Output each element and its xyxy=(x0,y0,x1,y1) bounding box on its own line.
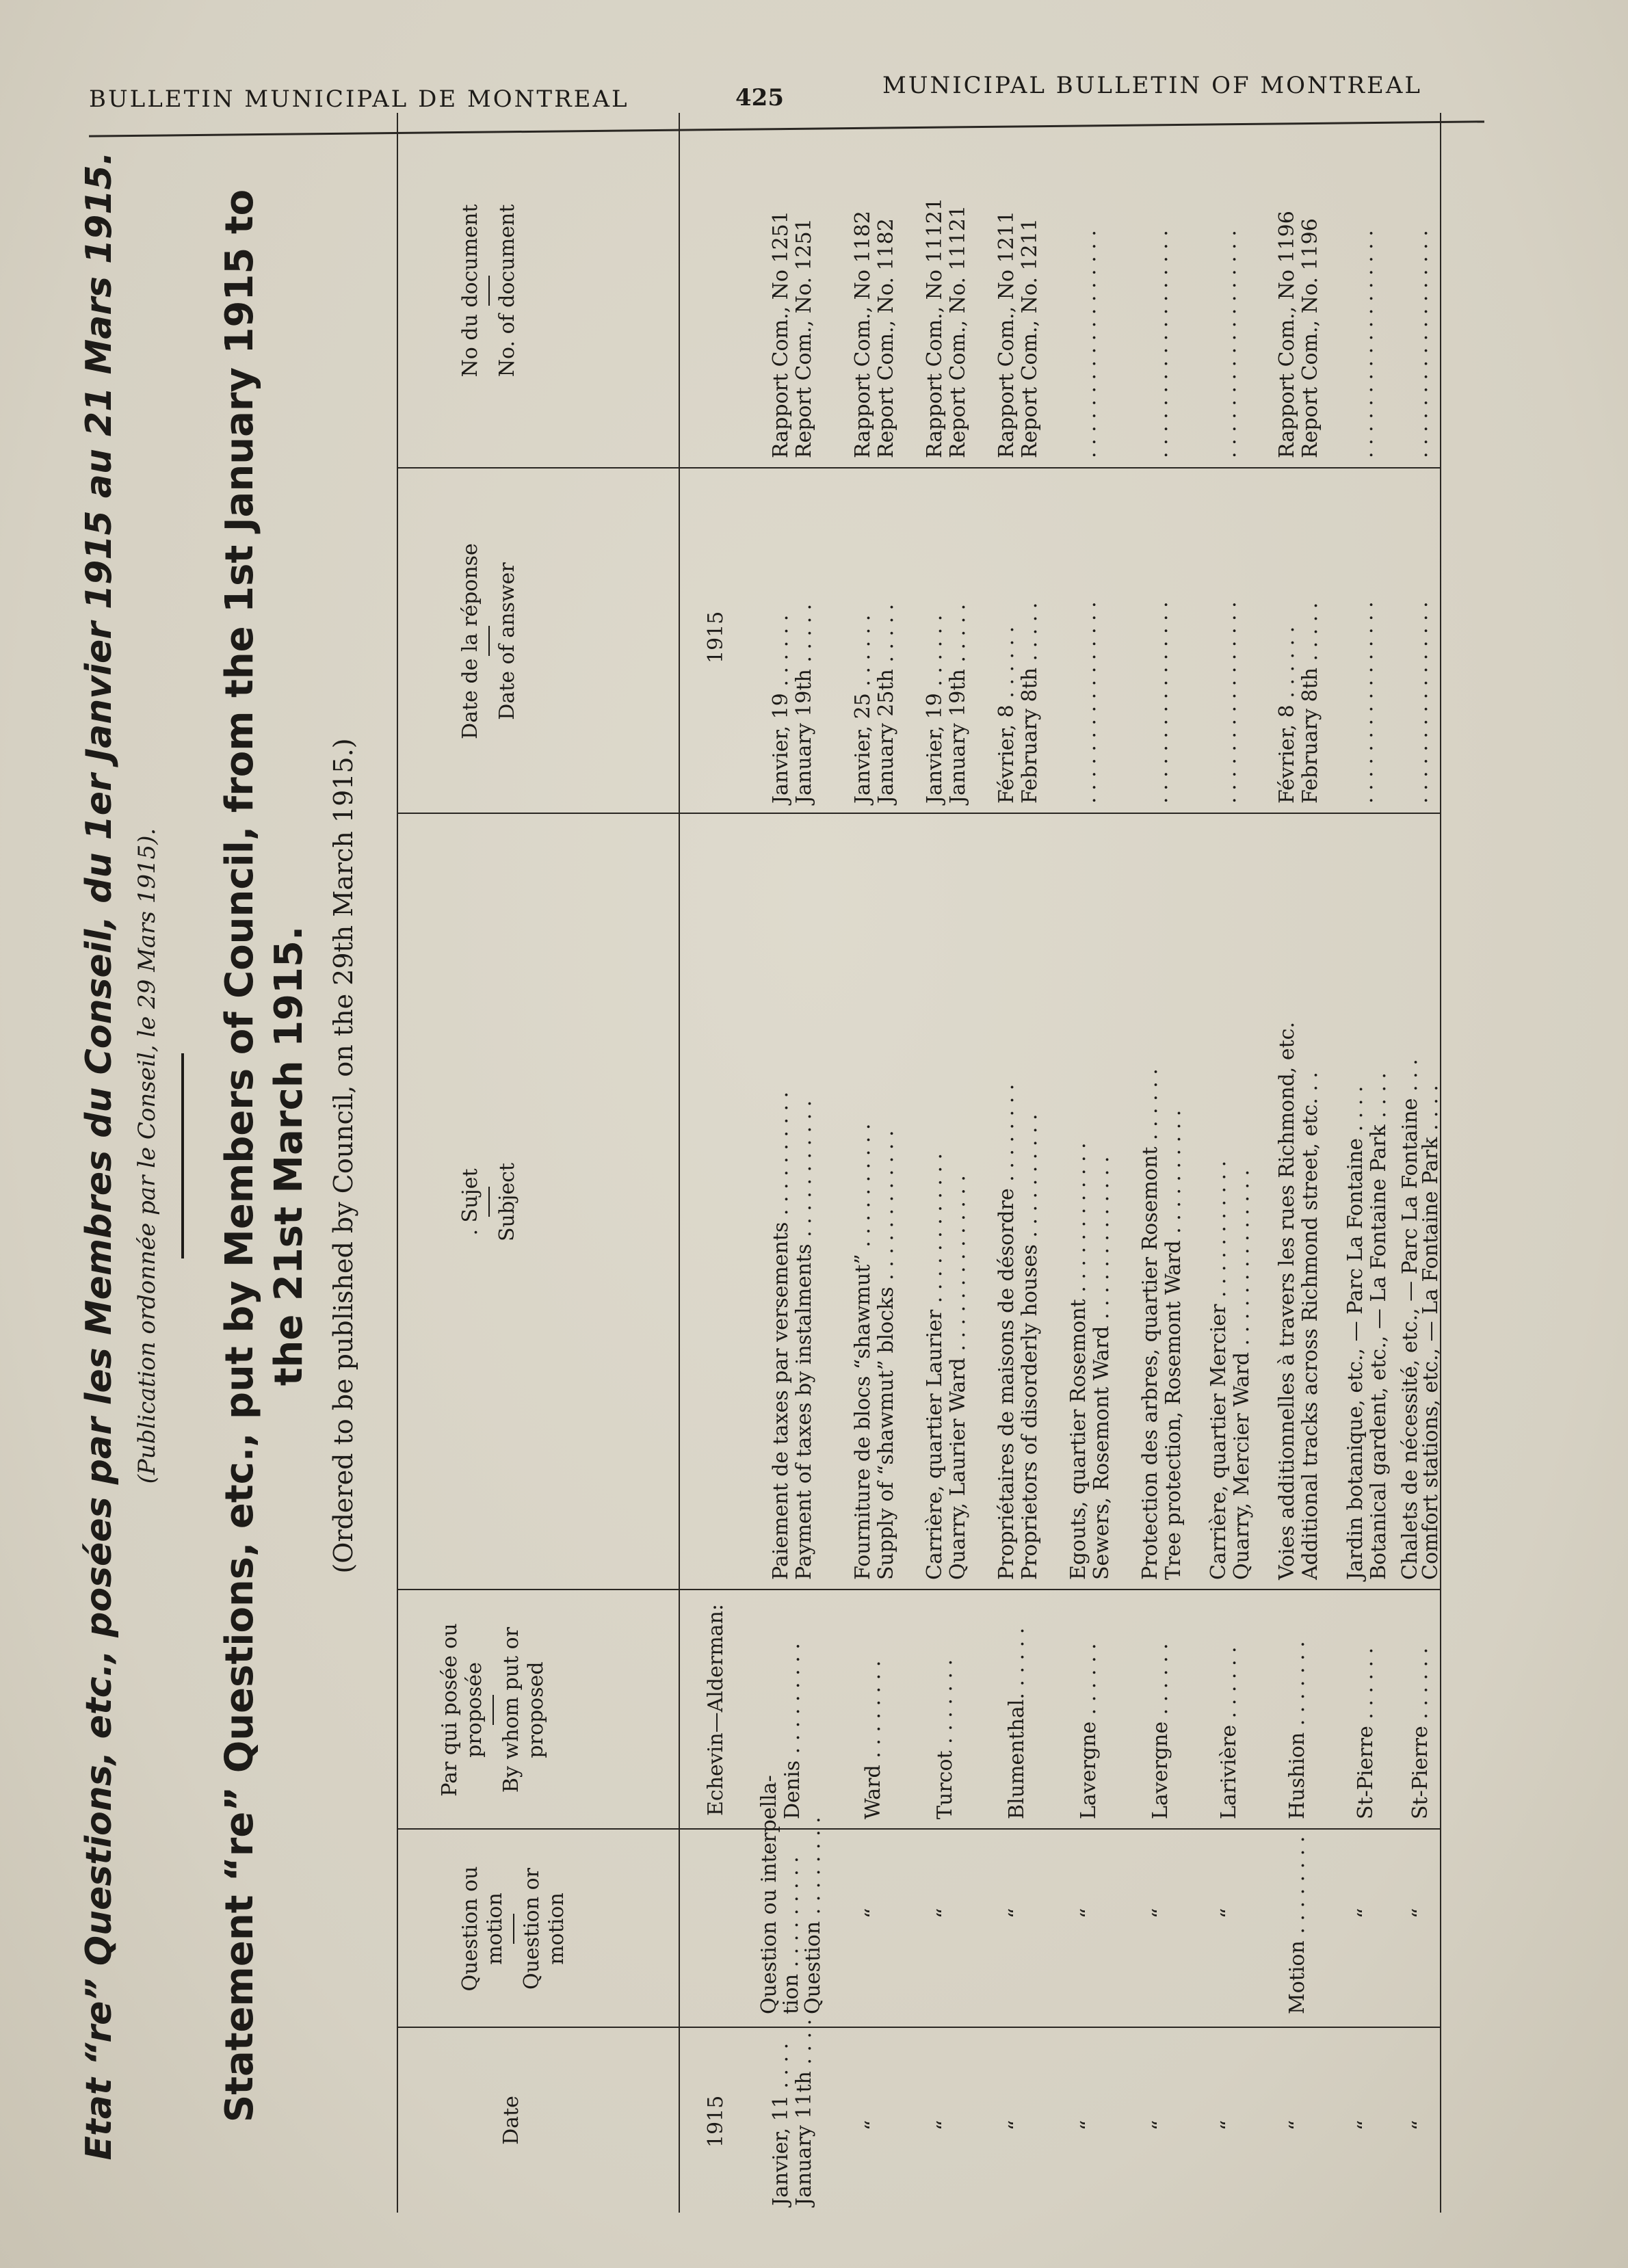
col-header-question xyxy=(458,1830,569,2028)
row-answer-en: February 8th . . . . . xyxy=(1298,602,1322,804)
header-dash xyxy=(493,1695,494,1725)
row-date-ditto: “ xyxy=(1285,2120,1309,2131)
row-answer-dots: . . . . . . . . . . . . . . . . xyxy=(1148,601,1172,804)
row-subject-fr: Voies additionnelles à travers les rues Richmond, etc. xyxy=(1275,1022,1299,1580)
row-date-ditto: “ xyxy=(1148,2120,1172,2131)
row-member: Ward . . . . . . . . xyxy=(861,1660,885,1819)
col-divider-3 xyxy=(397,1589,1440,1590)
row-member: Turcot . . . . . . . xyxy=(933,1659,957,1819)
row-date-ditto: “ xyxy=(1408,2120,1432,2131)
publication-note: (Publication ordonnée par le Conseil, le 29 Mars 1915). xyxy=(133,828,161,1484)
row-subject-fr: Carrière, quartier Mercier . . . . . . . . . . . xyxy=(1207,1160,1231,1580)
col-header-subject-en: Subject xyxy=(495,1163,519,1241)
row-member: St-Pierre . . . . . . xyxy=(1354,1647,1378,1819)
col-header-subject xyxy=(458,814,520,1590)
year-date: 1915 xyxy=(704,2095,728,2148)
title-english: Statement “re” Questions, etc., put by Members of Council, from the 1st January 1915 to the 21st March 1915. xyxy=(218,189,311,2123)
row-subject-fr: Fourniture de blocs “shawmut” . . . . . . . . . . xyxy=(851,1123,875,1580)
col-header-document xyxy=(458,113,520,469)
row-subject-fr: Carrière, quartier Laurier . . . . . . . . . . . . xyxy=(923,1152,947,1580)
row-document-dots: . . . . . . . . . . . . . . . . . . xyxy=(1217,230,1241,458)
row-subject-en: Quarry, Laurier Ward . . . . . . . . . . . . . . xyxy=(946,1175,970,1580)
col-header-document-fr: No du document xyxy=(458,204,482,378)
row-subject-en: Tree protection, Rosemont Ward . . . . . . . . . . xyxy=(1161,1109,1185,1580)
title-separator xyxy=(181,1053,184,1258)
row-member: Blumenthal. . . . . . xyxy=(1005,1627,1029,1819)
row-question-ditto: “ xyxy=(1077,1908,1101,1918)
row-answer-fr: Février, 8 . . . . . . xyxy=(1275,626,1299,804)
row-document-en: Report Com., No. 1211 xyxy=(1018,218,1042,458)
row-subject-fr: Jardin botanique, etc., — Parc La Fontaine . . . . xyxy=(1343,1085,1367,1580)
row-document-en: Report Com., No. 1182 xyxy=(874,218,898,458)
row-question-ditto: “ xyxy=(1408,1908,1432,1918)
row-member: Denis . . . . . . . . . xyxy=(780,1643,804,1819)
row-subject-en: Payment of taxes by instalments . . . . . . . . . . . xyxy=(792,1100,816,1580)
row-answer-dots: . . . . . . . . . . . . . . . . xyxy=(1408,601,1432,804)
row-document-fr: Rapport Com., No 1251 xyxy=(769,211,793,458)
row-question-ditto: “ xyxy=(1354,1908,1378,1918)
row-subject-en: Sewers, Rosemont Ward . . . . . . . . . . . . . xyxy=(1090,1156,1114,1580)
title-french: Etat “re” Questions, etc., posées par les Membres du Conseil, du 1er Janvier 1915 au 21 Mars 1915. xyxy=(79,151,120,2161)
col-header-answer xyxy=(458,469,520,814)
row-question-ditto: “ xyxy=(1148,1908,1172,1918)
row-answer-fr: Janvier, 19 . . . . . . xyxy=(923,614,947,804)
row-subject-en: Quarry, Mercier Ward . . . . . . . . . . . . . . xyxy=(1230,1169,1254,1580)
row-document-dots: . . . . . . . . . . . . . . . . . . xyxy=(1148,230,1172,458)
rotated-statement xyxy=(79,99,1460,2213)
row-document-fr: Rapport Com., No 1182 xyxy=(851,211,875,458)
row-question-fr-cont: tion . . . . . . . . . xyxy=(779,1856,803,2014)
row-document-dots: . . . . . . . . . . . . . . . . . . xyxy=(1354,230,1378,458)
col-header-who-fr: Par qui posée ou proposée xyxy=(438,1623,486,1797)
row-subject-fr: Egouts, quartier Rosemont . . . . . . . . . . . . xyxy=(1066,1142,1090,1580)
col-divider-5 xyxy=(397,467,1440,469)
row-document-en: Report Com., No. 11121 xyxy=(946,205,970,458)
row-question-ditto: “ xyxy=(933,1908,957,1918)
row-answer-fr: Février, 8 . . . . . . xyxy=(995,626,1019,804)
row-document-fr: Rapport Com., No 1211 xyxy=(995,211,1019,458)
row-document-fr: Rapport Com., No 11121 xyxy=(923,198,947,458)
row-document-en: Report Com., No. 1196 xyxy=(1298,218,1322,458)
row-member: Lavergne . . . . . . xyxy=(1148,1643,1172,1819)
row-document-fr: Rapport Com., No 1196 xyxy=(1275,211,1299,458)
row-answer-fr: Janvier, 25 . . . . . . xyxy=(851,614,875,804)
header-dash xyxy=(488,1187,490,1217)
row-answer-en: January 19th . . . . . xyxy=(946,603,970,804)
col-header-answer-en: Date of answer xyxy=(495,562,519,720)
col-header-question-fr: Question ou motion xyxy=(458,1866,507,1992)
row-member: St-Pierre . . . . . . xyxy=(1408,1647,1432,1819)
header-dash xyxy=(488,627,490,657)
row-answer-dots: . . . . . . . . . . . . . . . . xyxy=(1354,601,1378,804)
row-date-ditto: “ xyxy=(1217,2120,1241,2131)
row-subject-fr: Protection des arbres, quartier Rosemont . . . . . . xyxy=(1138,1068,1162,1580)
row-document-dots: . . . . . . . . . . . . . . . . . . xyxy=(1077,230,1101,458)
header-dash xyxy=(513,1914,514,1944)
row-question-motion: Motion . . . . . . . . xyxy=(1285,1836,1309,2014)
row-subject-en: Additional tracks across Richmond street, etc. . . xyxy=(1298,1072,1322,1580)
row-member: Larivière . . . . . . xyxy=(1217,1646,1241,1819)
row-member: Hushion . . . . . . . xyxy=(1285,1641,1309,1819)
row-answer-en: January 25th . . . . . xyxy=(874,603,898,804)
questions-table xyxy=(397,99,1450,2213)
ordered-note: (Ordered to be published by Council, on the 29th March 1915.) xyxy=(328,738,358,1574)
row-subject-en: Proprietors of disorderly houses . . . . . . . . . . xyxy=(1018,1113,1042,1580)
row-question-fr: Question ou interpella- xyxy=(757,1775,781,2014)
row-date-ditto: “ xyxy=(1354,2120,1378,2131)
row-question-ditto: “ xyxy=(861,1908,885,1918)
col-divider-4 xyxy=(397,813,1440,814)
row-date-en: January 11th . . . . xyxy=(792,2018,816,2206)
col-header-who xyxy=(438,1590,549,1830)
table-top-rule xyxy=(397,113,398,2213)
row-date-ditto: “ xyxy=(933,2120,957,2131)
row-answer-en: February 8th . . . . . xyxy=(1018,602,1042,804)
col-header-subject-fr: . Sujet xyxy=(458,1168,482,1236)
row-subject-fr: Paiement de taxes par versements . . . . . . . . . . xyxy=(769,1091,793,1580)
col-header-answer-fr: Date de la réponse xyxy=(458,543,482,739)
row-date-fr: Janvier, 11 . . . . xyxy=(769,2042,793,2206)
col-header-question-en: Question or motion xyxy=(520,1867,568,1990)
row-subject-en: Comfort stations, etc., — La Fontaine Park . . . . xyxy=(1419,1085,1443,1580)
header-dash xyxy=(488,276,490,306)
col-header-who-en: By whom put or proposed xyxy=(499,1626,548,1793)
row-question-en: Question . . . . . . . . xyxy=(801,1817,825,2014)
row-subject-fr: Chalets de nécessité, etc., — Parc La Fontaine . . . xyxy=(1398,1059,1422,1580)
alderman-label: Echevin—Alderman: xyxy=(704,1604,728,1816)
row-answer-fr: Janvier, 19 . . . . . . xyxy=(769,614,793,804)
row-answer-en: January 19th . . . . . xyxy=(792,603,816,804)
col-header-date: Date xyxy=(499,2096,523,2145)
page-number: 425 xyxy=(735,84,784,111)
col-header-document-en: No. of document xyxy=(495,204,519,378)
row-document-dots: . . . . . . . . . . . . . . . . . . xyxy=(1408,230,1432,458)
row-question-ditto: “ xyxy=(1217,1908,1241,1918)
row-answer-dots: . . . . . . . . . . . . . . . . xyxy=(1217,601,1241,804)
header-bottom-rule xyxy=(679,113,680,2213)
row-subject-en: Botanical gardent, etc., — La Fontaine Park . . . . xyxy=(1367,1072,1391,1580)
row-member: Lavergne . . . . . . xyxy=(1077,1643,1101,1819)
row-document-en: Report Com., No. 1251 xyxy=(792,218,816,458)
row-question-ditto: “ xyxy=(1005,1908,1029,1918)
row-subject-en: Supply of “shawmut” blocks . . . . . . . . . . . . xyxy=(874,1130,898,1580)
row-date-ditto: “ xyxy=(861,2120,885,2131)
row-subject-fr: Propriétaires de maisons de désordre . . . . . . . . xyxy=(995,1083,1019,1580)
row-date-ditto: “ xyxy=(1077,2120,1101,2131)
year-answer: 1915 xyxy=(704,611,728,663)
header-right-title: MUNICIPAL BULLETIN OF MONTREAL xyxy=(882,72,1423,99)
row-date-ditto: “ xyxy=(1005,2120,1029,2131)
row-answer-dots: . . . . . . . . . . . . . . . . xyxy=(1077,601,1101,804)
header-left-title: BULLETIN MUNICIPAL DE MONTREAL xyxy=(89,85,629,113)
